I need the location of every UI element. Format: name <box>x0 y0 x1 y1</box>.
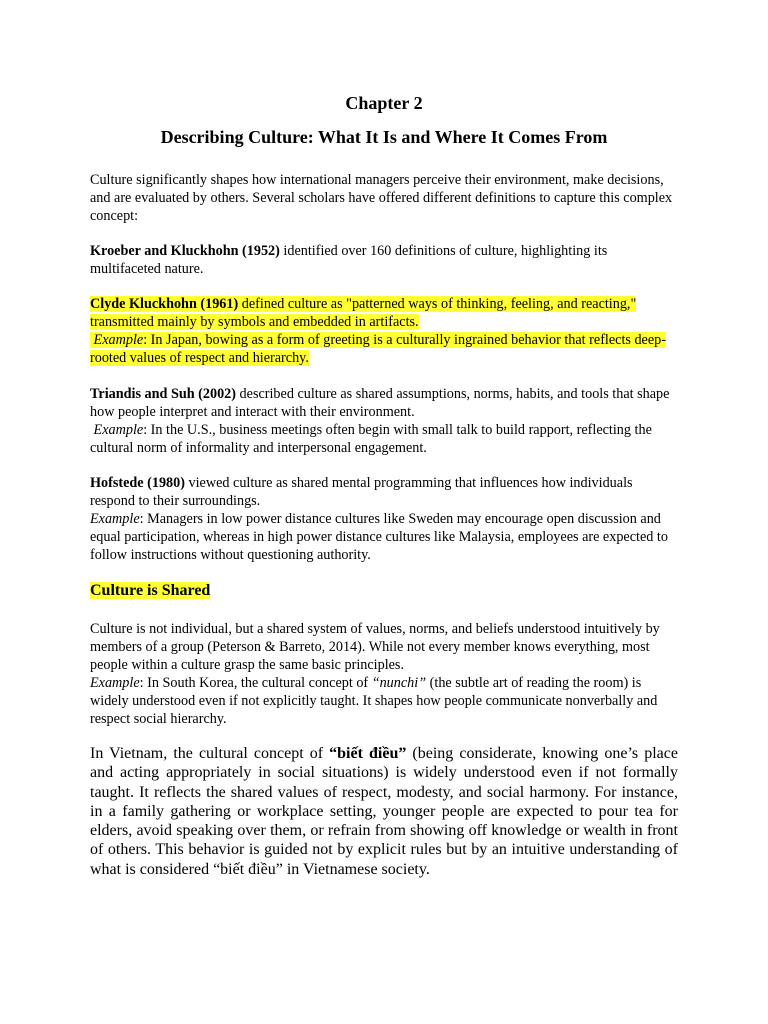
triandis-example-text: : In the U.S., business meetings often begin with small talk to build rapport, reflecting the cultural norm of informality and interpersonal engagement. <box>90 422 652 456</box>
shared-example-pre: : In South Korea, the cultural concept of <box>139 675 372 691</box>
kluckhohn-example <box>90 332 666 366</box>
intro-paragraph: Culture significantly shapes how international managers perceive their environment, make decisions, and are evaluated by others. Several scholars have offered different definitions to capture this complex concept: <box>90 172 673 224</box>
kluckhohn-name: Clyde Kluckhohn (1961) <box>90 296 239 312</box>
vietnam-term: “biết điều” <box>329 745 407 762</box>
hofstede-name: Hofstede (1980) <box>90 475 185 491</box>
chapter-title: Describing Culture: What It Is and Where It Comes From <box>160 127 608 147</box>
shared-example-term: “nunchi” <box>371 675 427 691</box>
shared-text: Culture is not individual, but a shared system of values, norms, and beliefs understood intuitively by members of a group (Peterson & Barreto, 2014). While not every member knows everything, most people within a culture grasp the same basic principles. <box>90 621 660 673</box>
triandis-text: described culture as shared assumptions, norms, habits, and tools that shape how people interpret and interact with their environment. <box>90 386 670 420</box>
kluckhohn-highlight <box>90 296 636 330</box>
triandis-name: Triandis and Suh (2002) <box>90 386 236 402</box>
triandis-example-label: Example <box>93 422 144 438</box>
chapter-number: Chapter 2 <box>345 93 423 113</box>
section-heading-text: Culture is Shared <box>90 582 211 599</box>
kluckhohn-text: defined culture as "patterned ways of thinking, feeling, and reacting," transmitted mainly by symbols and embedded in artifacts. <box>90 296 637 330</box>
kluckhohn-paragraph <box>90 295 680 367</box>
vietnam-post: (being considerate, knowing one’s place and acting appropriately in social situations) is widely understood even if not formally taught. It reflects the shared values of respect, modesty, and social harmony. For instance, in a family gathering or workplace setting, younger people are expected to pour tea for elders, avoid speaking over them, or refrain from showing off knowledge or wealth in front of others. This behavior is guided not by explicit rules but by an intuitive understanding of what is considered “biết điều” in Vietnamese society. <box>90 745 678 878</box>
kroeber-name: Kroeber and Kluckhohn (1952) <box>90 243 280 259</box>
vietnam-paragraph <box>90 744 678 879</box>
hofstede-example-label: Example <box>90 511 140 527</box>
hofstede-paragraph <box>90 474 680 564</box>
triandis-paragraph <box>90 385 680 457</box>
shared-example-post: (the subtle art of reading the room) is widely understood even if not explicitly taught. It shapes how people communicate nonverbally and respect social hierarchy. <box>90 675 658 727</box>
kroeber-paragraph <box>90 242 680 278</box>
hofstede-example-text: : Managers in low power distance cultures like Sweden may encourage open discussion and equal participation, whereas in high power distance cultures like Malaysia, employees are expected to follow instructions without questioning authority. <box>90 511 668 563</box>
shared-paragraph <box>90 620 680 728</box>
vietnam-pre: In Vietnam, the cultural concept of <box>90 745 330 762</box>
section-heading <box>90 581 210 601</box>
shared-example-label: Example <box>90 675 140 691</box>
kroeber-text: identified over 160 definitions of culture, highlighting its multifaceted nature. <box>90 243 608 277</box>
kluckhohn-example-label: Example <box>93 332 144 348</box>
hofstede-text: viewed culture as shared mental programming that influences how individuals respond to their surroundings. <box>90 475 633 509</box>
kluckhohn-example-text: : In Japan, bowing as a form of greeting is a culturally ingrained behavior that reflects deep-rooted values of respect and hierarchy. <box>90 332 666 366</box>
